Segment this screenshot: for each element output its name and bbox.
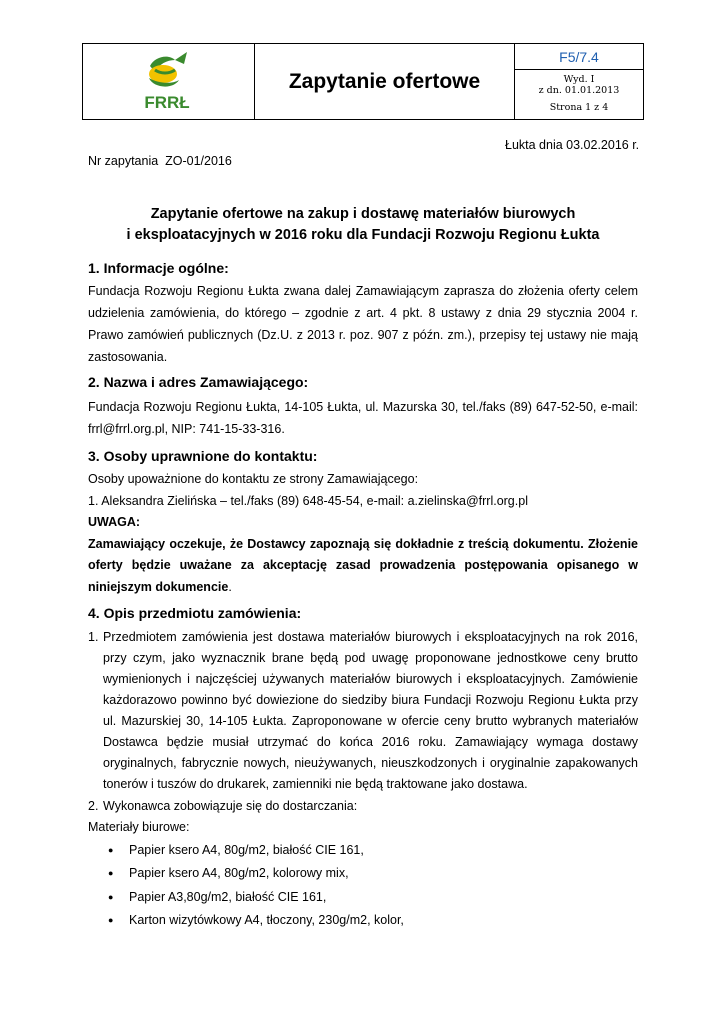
item-2-number: 2. xyxy=(88,799,99,813)
title-cell xyxy=(255,44,515,119)
frrl-logo xyxy=(83,44,254,119)
section-4-heading: 4. Opis przedmiotu zamówienia: xyxy=(88,605,302,621)
section-3-heading: 3. Osoby uprawnione do kontaktu: xyxy=(88,448,318,464)
form-code: F5/7.4 xyxy=(515,44,643,70)
version: Wyd. I xyxy=(563,74,595,85)
document-title-line2: i eksploatacyjnych w 2016 roku dla Fundacji Rozwoju Regionu Łukta xyxy=(126,227,600,243)
section-2-text xyxy=(88,396,638,440)
material-item: Papier ksero A4, 80g/m2, kolorowy mix, xyxy=(129,866,349,881)
material-item: Papier ksero A4, 80g/m2, białość CIE 161, xyxy=(129,842,364,857)
list-item xyxy=(108,885,404,909)
warning-end: . xyxy=(228,579,232,594)
section-4-item-2 xyxy=(88,796,638,817)
list-item xyxy=(108,909,404,933)
version-info xyxy=(515,70,643,119)
material-item: Karton wizytówkowy A4, tłoczony, 230g/m2, kolor, xyxy=(129,913,404,928)
section-2-heading: 2. Nazwa i adres Zamawiającego: xyxy=(88,374,309,390)
materials-list xyxy=(108,838,404,932)
meta-cell xyxy=(515,44,643,119)
section-1-heading: 1. Informacje ogólne: xyxy=(88,260,229,276)
materials-label: Materiały biurowe: xyxy=(88,820,190,834)
header-title: Zapytanie ofertowe xyxy=(288,69,481,93)
warning-label: UWAGA: xyxy=(88,515,141,529)
logo-text: FRRŁ xyxy=(144,93,190,112)
item-1-text: Przedmiotem zamówienia jest dostawa materiałów biurowych i eksploatacyjnych na rok 2016, przy czym, jako wyznacznik brane będą pod uwagę proponowane jednostkowe ceny brutto wymienionych i najczęściej używanych materiałów biurowych i eksploatacyjnych. Zamówienie każdorazowo powinno być dowiezione do siedziby biura Fundacji Rozwoju Regionu Łukta przy ul. Mazurskiej 30, 14-105 Łukta. Zaproponowane w ofercie ceny brutto wybranych materiałów Dostawca będzie musiał utrzymać do końca 2016 roku. Zamawiający wymaga dostawy oryginalnych, fabrycznie nowych, nieużywanych, nieuszkodzonych i oryginalnie zapakowanych tonerów i tuszów do drukarek, zamienniki nie będą traktowane jako dostawa. xyxy=(103,630,638,791)
contact-person: 1. Aleksandra Zielińska – tel./faks (89) 648-45-54, e-mail: a.zielinska@frrl.org.pl xyxy=(88,493,528,508)
material-item: Papier A3,80g/m2, białość CIE 161, xyxy=(129,889,327,904)
contact-intro: Osoby upoważnione do kontaktu ze strony Zamawiającego: xyxy=(88,472,419,486)
item-2-text: Wykonawca zobowiązuje się do dostarczania: xyxy=(103,799,358,813)
page-number: Strona 1 z 4 xyxy=(549,102,609,113)
document-title xyxy=(88,204,638,246)
bullet-icon: ● xyxy=(108,891,114,902)
section-1-text xyxy=(88,280,638,368)
bullet-icon: ● xyxy=(108,915,114,926)
section-1-paragraph: Fundacja Rozwoju Regionu Łukta zwana dalej Zamawiającym zaprasza do złożenia oferty celem udzielenia zamówienia, do którego – zgodnie z art. 4 pkt. 8 ustawy z dnia 29 stycznia 2004 r. Prawo zamówień publicznych (Dz.U. z 2013 r. poz. 907 z późn. zm.), przepisy tej ustawy nie mają zastosowania. xyxy=(88,284,638,364)
list-item xyxy=(108,862,404,886)
section-3-text xyxy=(88,469,638,598)
bullet-icon: ● xyxy=(108,844,114,855)
bullet-icon: ● xyxy=(108,868,114,879)
request-number: Nr zapytania ZO-01/2016 xyxy=(88,154,232,168)
document-header xyxy=(82,43,644,120)
version-date: z dn. 01.01.2013 xyxy=(538,85,620,96)
list-item xyxy=(108,838,404,862)
section-4-item-1 xyxy=(88,627,638,795)
document-title-line1: Zapytanie ofertowe na zakup i dostawę materiałów biurowych xyxy=(150,206,576,222)
item-1-number: 1. xyxy=(88,630,99,644)
place-date: Łukta dnia 03.02.2016 r. xyxy=(505,138,640,152)
warning-text: Zamawiający oczekuje, że Dostawcy zapoznają się dokładnie z treścią dokumentu. Złożenie oferty będzie uważane za akceptację zasad prowadzenia postępowania opisanego w niniejszym dokumencie xyxy=(88,536,638,594)
section-2-paragraph: Fundacja Rozwoju Regionu Łukta, 14-105 Łukta, ul. Mazurska 30, tel./faks (89) 647-52-50, e-mail: frrl@frrl.org.pl, NIP: 741-15-33-316. xyxy=(88,400,638,436)
logo-cell xyxy=(83,44,255,119)
warning-paragraph xyxy=(88,534,638,599)
